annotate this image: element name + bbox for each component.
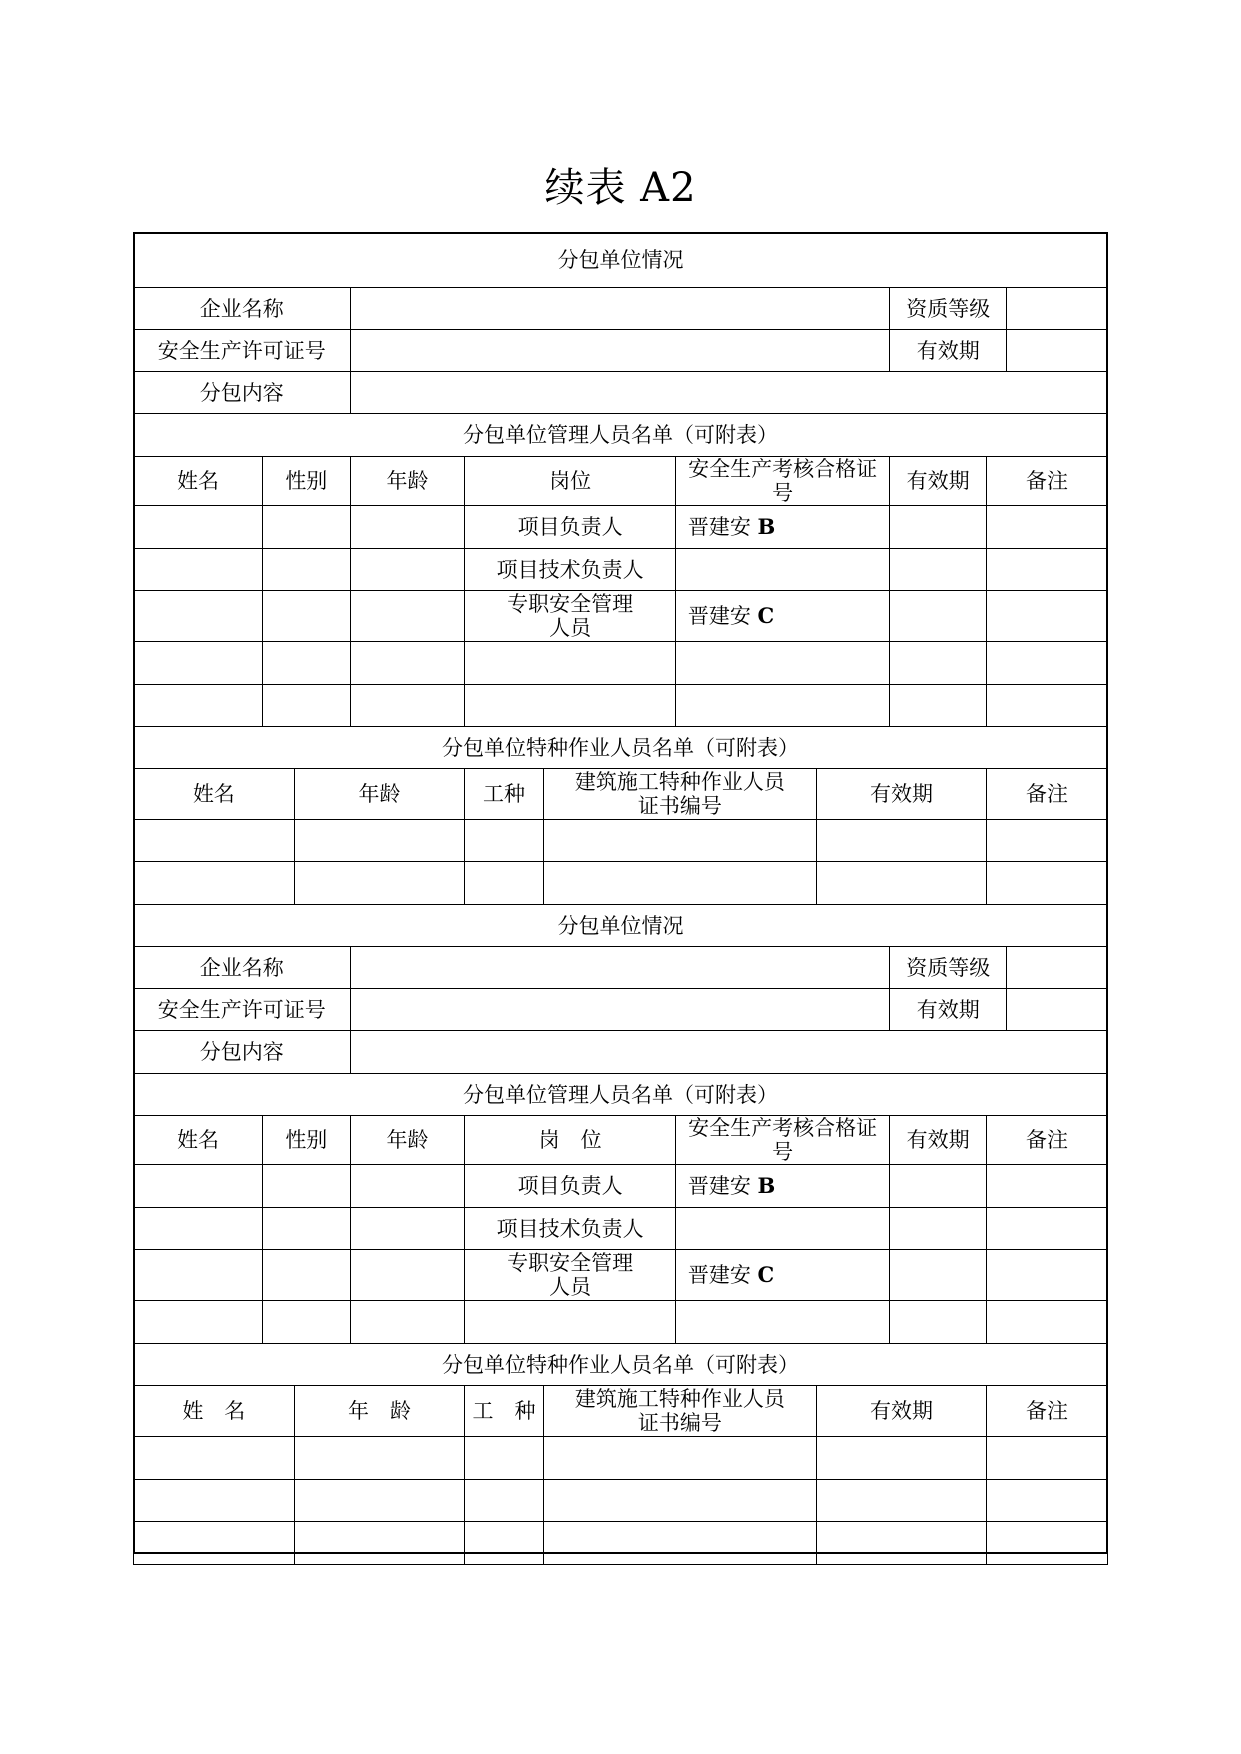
content-row [134,372,1108,414]
license-row [134,989,1108,1031]
license-label: 安全生产许可证号 [134,330,351,372]
license-value[interactable] [350,989,890,1031]
cell[interactable] [350,642,465,685]
cert-header-line: 证书编号 [637,794,722,818]
mgmt-row [134,1165,1108,1208]
col-age: 年龄 [350,457,465,506]
info-header: 分包单位情况 [134,233,1108,288]
cell[interactable] [134,862,295,905]
col-trade: 工 种 [465,1386,543,1437]
company-row [134,947,1108,989]
cert-header-line: 建筑施工特种作业人员 [574,1387,785,1411]
cell[interactable] [890,1301,987,1344]
cert-grade: C [757,1262,775,1287]
mgmt-row [134,1208,1108,1250]
special-header-row [134,727,1108,769]
mgmt-row [134,1301,1108,1344]
cell[interactable] [465,1301,675,1344]
cell[interactable] [294,1522,465,1565]
cell[interactable] [986,1437,1107,1480]
mgmt-row [134,642,1108,685]
safety-cert-cell[interactable] [675,549,890,591]
cell[interactable] [986,1522,1107,1565]
cell[interactable] [543,1522,816,1565]
col-position: 岗位 [465,457,675,506]
position-safety-officer [465,591,675,642]
company-name-value[interactable] [350,947,890,989]
cell[interactable] [890,549,987,591]
cell[interactable] [543,1437,816,1480]
cell[interactable] [350,1165,465,1208]
cell[interactable] [465,820,543,862]
position-technical-manager: 项目技术负责人 [465,549,675,591]
cell[interactable] [986,820,1107,862]
cell[interactable] [986,1208,1107,1250]
special-row [134,1522,1108,1565]
col-age: 年龄 [294,769,465,820]
cell[interactable] [263,1301,350,1344]
special-row [134,1480,1108,1522]
license-value[interactable] [350,330,890,372]
cert-header-line: 证书编号 [637,1411,722,1435]
cell[interactable] [134,820,295,862]
position-line: 专职安全管理 [507,592,634,616]
col-validity: 有效期 [817,769,987,820]
cell[interactable] [263,591,350,642]
special-row [134,1437,1108,1480]
cell[interactable] [350,591,465,642]
cell[interactable] [465,1480,543,1522]
safety-cert-cell[interactable] [675,591,890,642]
mgmt-columns-row [134,1116,1108,1165]
cell[interactable] [263,1250,350,1301]
special-header: 分包单位特种作业人员名单（可附表） [134,1344,1108,1386]
validity-label: 有效期 [890,330,1007,372]
col-age: 年 龄 [294,1386,465,1437]
info-header: 分包单位情况 [134,905,1108,947]
cell[interactable] [817,1480,987,1522]
form-frame [133,232,1108,1554]
cell[interactable] [134,1437,295,1480]
cert-grade: B [757,1173,776,1198]
cert-prefix: 晋建安 [687,515,758,539]
cell[interactable] [294,862,465,905]
cell[interactable] [890,685,987,727]
cell[interactable] [465,685,675,727]
position-line: 人员 [549,1275,592,1299]
safety-cert-cell[interactable] [675,1208,890,1250]
company-row [134,288,1108,330]
qualification-value[interactable] [1007,947,1108,989]
cell[interactable] [890,1165,987,1208]
mgmt-header: 分包单位管理人员名单（可附表） [134,414,1108,457]
position-technical-manager: 项目技术负责人 [465,1208,675,1250]
col-remark: 备注 [986,769,1107,820]
company-name-label: 企业名称 [134,288,351,330]
cell[interactable] [134,506,263,549]
cell[interactable] [350,1208,465,1250]
special-columns-row [134,769,1108,820]
mgmt-row [134,506,1108,549]
content-row [134,1031,1108,1074]
cell[interactable] [134,1480,295,1522]
cert-grade: B [757,514,776,539]
cell[interactable] [134,1165,263,1208]
position-project-manager: 项目负责人 [465,506,675,549]
cert-prefix: 晋建安 [687,604,758,628]
safety-cert-cell[interactable] [675,1165,890,1208]
col-remark: 备注 [986,457,1107,506]
subcontractor-form-table [133,232,1108,1565]
qualification-label: 资质等级 [890,288,1007,330]
col-name: 姓 名 [134,1386,295,1437]
cell[interactable] [134,1250,263,1301]
cell[interactable] [134,549,263,591]
cell[interactable] [986,1301,1107,1344]
mgmt-header: 分包单位管理人员名单（可附表） [134,1074,1108,1116]
cell[interactable] [350,1301,465,1344]
cell[interactable] [986,862,1107,905]
cell[interactable] [890,506,987,549]
mgmt-row [134,685,1108,727]
cell[interactable] [986,591,1107,642]
cell[interactable] [263,506,350,549]
cert-prefix: 晋建安 [687,1174,758,1198]
cell[interactable] [890,642,987,685]
safety-cert-cell[interactable] [675,506,890,549]
cell[interactable] [986,685,1107,727]
mgmt-header-row [134,414,1108,457]
cell[interactable] [675,642,890,685]
cell[interactable] [263,642,350,685]
special-header-row [134,1344,1108,1386]
cell[interactable] [134,642,263,685]
col-validity: 有效期 [817,1386,987,1437]
mgmt-row [134,1250,1108,1301]
cell[interactable] [890,591,987,642]
cell[interactable] [263,1165,350,1208]
cell[interactable] [465,642,675,685]
col-remark: 备注 [986,1386,1107,1437]
col-position: 岗 位 [465,1116,675,1165]
col-safety-cert: 安全生产考核合格证号 [675,457,890,506]
cell[interactable] [134,1301,263,1344]
special-header: 分包单位特种作业人员名单（可附表） [134,727,1108,769]
col-name: 姓名 [134,769,295,820]
cell[interactable] [465,862,543,905]
cell[interactable] [817,1522,987,1565]
cell[interactable] [134,685,263,727]
col-gender: 性别 [263,457,350,506]
cell[interactable] [543,820,816,862]
content-value[interactable] [350,372,1107,414]
special-row [134,862,1108,905]
cell[interactable] [817,1437,987,1480]
mgmt-columns-row [134,457,1108,506]
content-label: 分包内容 [134,1031,351,1074]
cell[interactable] [294,1437,465,1480]
cell[interactable] [294,1480,465,1522]
col-name: 姓名 [134,457,263,506]
mgmt-row [134,591,1108,642]
cert-prefix: 晋建安 [687,1263,758,1287]
content-label: 分包内容 [134,372,351,414]
cell[interactable] [675,1301,890,1344]
cell[interactable] [986,1165,1107,1208]
cell[interactable] [350,685,465,727]
mgmt-row [134,549,1108,591]
cert-header-line: 建筑施工特种作业人员 [574,770,785,794]
cell[interactable] [263,549,350,591]
validity-value[interactable] [1007,989,1108,1031]
license-row [134,330,1108,372]
content-value[interactable] [350,1031,1107,1074]
cell[interactable] [543,862,816,905]
cell[interactable] [890,1250,987,1301]
company-name-label: 企业名称 [134,947,351,989]
cell[interactable] [986,549,1107,591]
document-title: 续表 A2 [544,165,697,211]
cell[interactable] [350,506,465,549]
qualification-label: 资质等级 [890,947,1007,989]
mgmt-header-row [134,1074,1108,1116]
cell[interactable] [263,685,350,727]
cell[interactable] [294,820,465,862]
cell[interactable] [134,1522,295,1565]
position-safety-officer [465,1250,675,1301]
position-line: 专职安全管理 [507,1251,634,1275]
col-safety-cert: 安全生产考核合格证号 [675,1116,890,1165]
col-trade: 工种 [465,769,543,820]
cell[interactable] [986,642,1107,685]
col-special-cert [543,1386,816,1437]
special-row [134,820,1108,862]
cell[interactable] [986,506,1107,549]
position-project-manager: 项目负责人 [465,1165,675,1208]
col-validity: 有效期 [890,1116,987,1165]
cell[interactable] [817,862,987,905]
col-name: 姓名 [134,1116,263,1165]
position-line: 人员 [549,616,592,640]
info-header-row [134,233,1108,288]
cell[interactable] [543,1480,816,1522]
col-gender: 性别 [263,1116,350,1165]
cell[interactable] [350,1250,465,1301]
col-age: 年龄 [350,1116,465,1165]
validity-label: 有效期 [890,989,1007,1031]
cell[interactable] [263,1208,350,1250]
special-columns-row [134,1386,1108,1437]
cell[interactable] [986,1480,1107,1522]
license-label: 安全生产许可证号 [134,989,351,1031]
cell[interactable] [465,1522,543,1565]
safety-cert-cell[interactable] [675,1250,890,1301]
qualification-value[interactable] [1007,288,1108,330]
validity-value[interactable] [1007,330,1108,372]
cell[interactable] [986,1250,1107,1301]
col-remark: 备注 [986,1116,1107,1165]
cell[interactable] [817,820,987,862]
col-validity: 有效期 [890,457,987,506]
cell[interactable] [134,591,263,642]
cell[interactable] [890,1208,987,1250]
cell[interactable] [465,1437,543,1480]
cell[interactable] [675,685,890,727]
cert-grade: C [757,603,775,628]
col-special-cert [543,769,816,820]
cell[interactable] [134,1208,263,1250]
company-name-value[interactable] [350,288,890,330]
cell[interactable] [350,549,465,591]
info-header-row [134,905,1108,947]
